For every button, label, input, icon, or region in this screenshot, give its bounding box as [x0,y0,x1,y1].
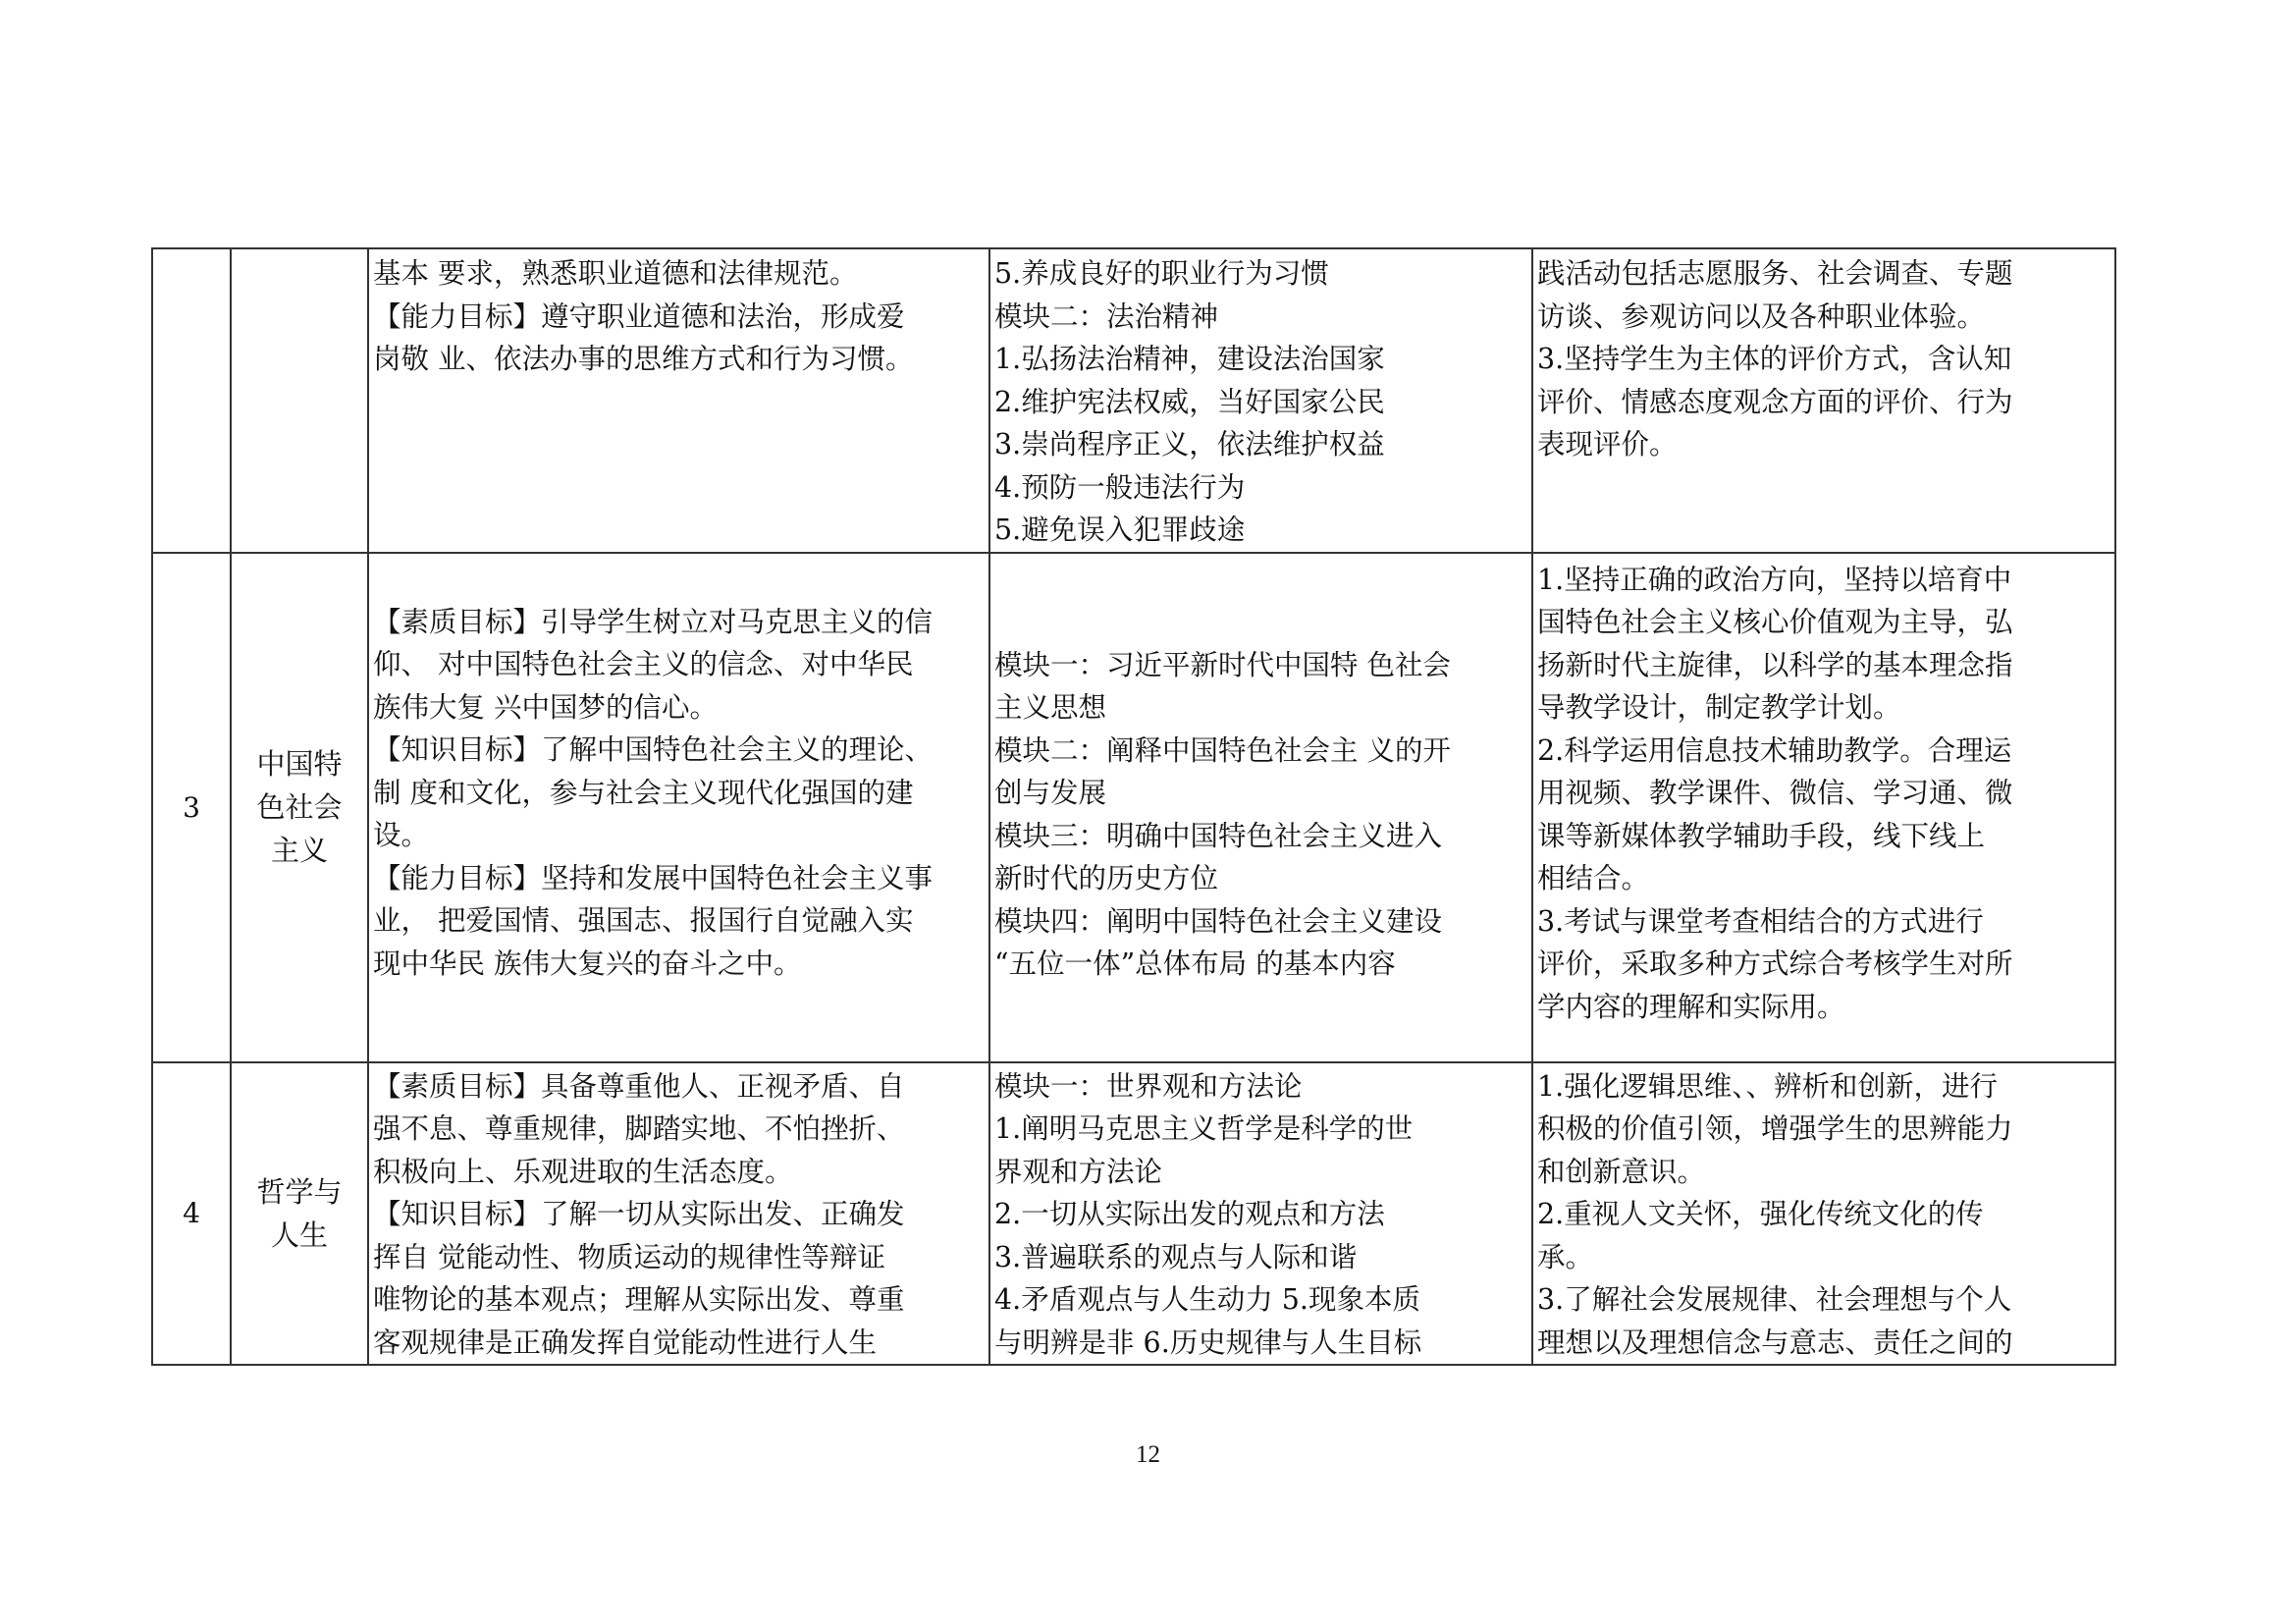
text-line: 模块二：阐释中国特色社会主 义的开 [994,733,1452,767]
objectives-cell [368,248,989,553]
text-line: 用视频、教学课件、微信、学习通、微 [1537,777,2013,809]
text-line: 理想以及理想信念与意志、责任之间的 [1537,1326,2013,1359]
text-line: “五位一体”总体布局 的基本内容 [994,947,1396,980]
content-cell [989,553,1532,1062]
text-line: 与明辨是非 6.历史规律与人生目标 [994,1326,1422,1359]
text-line: 扬新时代主旋律，以科学的基本理念指 [1537,648,2013,681]
row-number: 4 [152,1062,231,1366]
text-line: 承。 [1537,1240,1594,1273]
content-cell [989,248,1532,553]
text-line: 模块四：阐明中国特色社会主义建设 [994,904,1443,938]
text-line: 和创新意识。 [1537,1155,1706,1188]
requirements-text [1533,554,2114,1029]
text-line: 3.考试与课堂考查相结合的方式进行 [1537,904,1984,938]
text-line: 践活动包括志愿服务、社会调查、专题 [1537,257,2013,290]
text-line: 2.维护宪法权威，当好国家公民 [994,385,1385,418]
text-line: 3.崇尚程序正义，依法维护权益 [994,428,1385,460]
text-line: 课等新媒体教学辅助手段，线下线上 [1537,819,1986,852]
text-line: 学内容的理解和实际用。 [1537,990,1845,1023]
text-line: 现中华民 族伟大复兴的奋斗之中。 [373,947,802,980]
text-line: 导教学设计，制定教学计划。 [1537,691,1901,724]
text-line: 客观规律是正确发挥自觉能动性进行人生 [373,1326,878,1359]
text-line: 4.矛盾观点与人生动力 5.现象本质 [994,1283,1420,1316]
text-line: 1.弘扬法治精神，建设法治国家 [994,343,1385,375]
text-line: 访谈、参观访问以及各种职业体验。 [1537,299,1986,333]
text-line: 唯物论的基本观点；理解从实际出发、尊重 [373,1283,905,1316]
text-line: 3.了解社会发展规律、社会理想与个人 [1537,1283,2012,1316]
table-row [152,553,2115,1062]
text-line: 1.阐明马克思主义哲学是科学的世 [994,1112,1414,1145]
table-row [152,248,2115,553]
text-line: 创与发展 [994,777,1107,809]
text-line: 【知识目标】了解一切从实际出发、正确发 [373,1198,905,1230]
course-name [231,248,368,553]
content-text [990,249,1531,552]
text-line: 强不息、尊重规律，脚踏实地、不怕挫折、 [373,1112,905,1145]
text-line: 2.重视人文关怀，强化传统文化的传 [1537,1198,1984,1230]
content-text [990,1063,1531,1365]
requirements-text [1533,249,2114,466]
text-line: 【能力目标】坚持和发展中国特色社会主义事 [373,861,934,894]
text-line: 5.避免误入犯罪歧途 [994,514,1246,546]
text-line: 【知识目标】了解中国特色社会主义的理论、 [373,733,934,766]
row-number: 3 [152,553,231,1062]
objectives-text [369,554,988,986]
requirements-cell [1532,248,2115,553]
text-line: 基本 要求，熟悉职业道德和法律规范。 [373,257,858,290]
objectives-text [369,249,988,381]
objectives-cell [368,553,989,1062]
text-line: 2.科学运用信息技术辅助教学。合理运 [1537,733,2012,767]
text-line: 主义思想 [994,691,1107,724]
requirements-cell [1532,1062,2115,1366]
text-line: 积极的价值引领，增强学生的思辨能力 [1537,1112,2013,1145]
text-line: 3.坚持学生为主体的评价方式，含认知 [1537,343,2012,375]
text-line: 制 度和文化，参与社会主义现代化强国的建 [373,776,914,809]
text-line: 1.坚持正确的政治方向，坚持以培育中 [1537,563,2012,596]
text-line: 1.强化逻辑思维、、辨析和创新，进行 [1537,1069,1998,1103]
row-number [152,248,231,553]
text-line: 族伟大复 兴中国梦的信心。 [373,690,719,724]
text-line: 仰、 对中国特色社会主义的信念、对中华民 [373,648,914,680]
text-line: 表现评价。 [1537,428,1678,460]
text-line: 【能力目标】遵守职业道德和法治，形成爱 [373,299,905,333]
content-cell [989,1062,1532,1366]
text-line: 模块三：明确中国特色社会主义进入 [994,819,1443,852]
text-line: 国特色社会主义核心价值观为主导，弘 [1537,606,2013,638]
course-name: 中国特色社会主义 [231,553,368,1062]
text-line: 4.预防一般违法行为 [994,470,1246,504]
text-line: 3.普遍联系的观点与人际和谐 [994,1240,1358,1273]
objectives-cell [368,1062,989,1366]
requirements-text [1533,1063,2114,1365]
text-line: 【素质目标】引导学生树立对马克思主义的信 [373,605,934,638]
table-row [152,1062,2115,1366]
requirements-cell [1532,553,2115,1062]
text-line: 业， 把爱国情、强国志、报国行自觉融入实 [373,904,914,937]
text-line: 模块一：世界观和方法论 [994,1069,1303,1103]
text-line: 评价、情感态度观念方面的评价、行为 [1537,385,2013,418]
course-name: 哲学与人生 [231,1062,368,1366]
curriculum-table [151,247,2116,1366]
text-line: 2.一切从实际出发的观点和方法 [994,1198,1385,1230]
content-text [990,554,1531,986]
text-line: 评价，采取多种方式综合考核学生对所 [1537,947,2013,980]
text-line: 模块一：习近平新时代中国特 色社会 [994,648,1452,681]
text-line: 积极向上、乐观进取的生活态度。 [373,1155,793,1188]
text-line: 【素质目标】具备尊重他人、正视矛盾、自 [373,1069,905,1103]
text-line: 5.养成良好的职业行为习惯 [994,257,1329,290]
text-line: 相结合。 [1537,862,1650,894]
page-number: 12 [1136,1441,1160,1468]
text-line: 模块二：法治精神 [994,299,1219,333]
text-line: 新时代的历史方位 [994,862,1219,894]
text-line: 挥自 觉能动性、物质运动的规律性等辩证 [373,1240,886,1273]
objectives-text [369,1063,988,1365]
text-line: 岗敬 业、依法办事的思维方式和行为习惯。 [373,343,914,375]
text-line: 设。 [373,819,430,851]
text-line: 界观和方法论 [994,1155,1163,1188]
